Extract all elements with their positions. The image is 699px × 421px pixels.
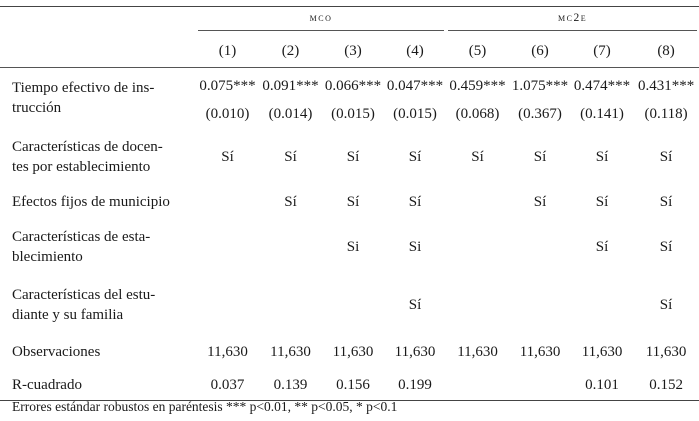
row-label-estudiante: Características del estu- diante y su familia: [12, 287, 156, 323]
table-cell: Sí: [659, 238, 673, 255]
column-number: (2): [259, 35, 322, 68]
column-number: (4): [384, 35, 446, 68]
row-label-tiempo: Tiempo efectivo de ins- trucción: [12, 80, 155, 116]
table-row: [0, 276, 699, 334]
table-cell: 11,630: [645, 343, 687, 360]
table-cell: Sí: [408, 193, 422, 210]
table-cell: [196, 218, 259, 276]
coef-cell: 0.431***: [637, 77, 695, 94]
se-cell: (0.367): [518, 105, 562, 122]
se-cell: (0.118): [644, 105, 688, 122]
table-cell: 11,630: [207, 343, 248, 360]
table-row: [0, 218, 699, 276]
table-cell: Sí: [284, 193, 297, 210]
table-cell: [259, 218, 322, 276]
se-cell: (0.010): [205, 105, 250, 122]
table-cell: [509, 370, 571, 401]
table-cell: Sí: [595, 148, 609, 165]
se-cell: (0.014): [268, 105, 313, 122]
column-number-spacer: [0, 35, 196, 68]
column-number: (7): [571, 35, 633, 68]
header-corner: [0, 7, 196, 36]
column-number-row: [0, 35, 699, 68]
coef-cell: 0.474***: [573, 77, 631, 94]
table-cell: [322, 276, 384, 334]
table-cell: Sí: [533, 148, 547, 165]
column-number: (1): [196, 35, 259, 68]
table-cell: 11,630: [457, 343, 498, 360]
coef-cell: 0.047***: [386, 77, 444, 94]
table-cell: [259, 276, 322, 334]
table-cell: 0.139: [259, 370, 322, 401]
coef-cell: 0.066***: [324, 77, 382, 94]
table-cell: Sí: [659, 296, 673, 313]
table-cell: Sí: [221, 148, 234, 165]
group-header-mc2e: mc2e: [446, 7, 699, 36]
table-cell: 11,630: [332, 343, 374, 360]
column-number: (3): [322, 35, 384, 68]
table-cell: 0.199: [384, 370, 446, 401]
table-row: [0, 370, 699, 401]
table-cell: Sí: [595, 238, 609, 255]
table-cell: [446, 370, 509, 401]
table-cell: [571, 276, 633, 334]
table-cell: [446, 186, 509, 218]
table-cell: [509, 218, 571, 276]
table-row: [0, 334, 699, 370]
column-number: (5): [446, 35, 509, 68]
coef-cell: 0.459***: [449, 77, 506, 94]
row-label-docentes: Características de docen- tes por establecimiento: [12, 139, 163, 175]
table-cell: 0.156: [322, 370, 384, 401]
coef-cell: 0.075***: [199, 77, 256, 94]
se-cell: (0.068): [455, 105, 500, 122]
table-cell: 11,630: [394, 343, 436, 360]
se-cell: (0.015): [393, 105, 437, 122]
table-cell: Si: [408, 238, 422, 255]
column-number: (8): [633, 35, 699, 68]
row-label-r-cuadrado: R-cuadrado: [0, 370, 196, 401]
table-row: [0, 128, 699, 186]
coef-cell: 0.091***: [262, 77, 319, 94]
se-cell: (0.015): [331, 105, 375, 122]
se-cell: (0.141): [580, 105, 624, 122]
table-cell: Sí: [346, 148, 360, 165]
table-row: [0, 186, 699, 218]
table-cell: 0.152: [633, 370, 699, 401]
table-cell: Sí: [659, 148, 673, 165]
table-cell: [446, 276, 509, 334]
table-cell: Sí: [408, 148, 422, 165]
column-number: (6): [509, 35, 571, 68]
table-cell: Si: [346, 238, 360, 255]
table-cell: 0.101: [571, 370, 633, 401]
coef-cell: 1.075***: [511, 77, 569, 94]
table-cell: [196, 186, 259, 218]
regression-table: [0, 6, 699, 401]
table-cell: [446, 218, 509, 276]
table-cell: Sí: [659, 193, 673, 210]
group-header-row: [0, 7, 699, 36]
row-label-municipio: Efectos fijos de municipio: [12, 193, 170, 210]
table-cell: 11,630: [270, 343, 311, 360]
table-footnote: Errores estándar robustos en paréntesis *** p<0.01, ** p<0.05, * p<0.1: [12, 399, 398, 414]
group-header-mco: mco: [196, 7, 446, 36]
table-cell: 11,630: [519, 343, 561, 360]
table-cell: Sí: [533, 193, 547, 210]
table-cell: Sí: [595, 193, 609, 210]
table-cell: [509, 276, 571, 334]
table-cell: Sí: [408, 296, 422, 313]
row-label-observaciones: Observaciones: [12, 343, 101, 360]
table-cell: 0.037: [196, 370, 259, 401]
table-cell: 11,630: [581, 343, 623, 360]
table-row-coefficient: [0, 68, 699, 101]
table-cell: Sí: [471, 148, 484, 165]
table-cell: [196, 276, 259, 334]
table-cell: Sí: [346, 193, 360, 210]
row-label-establecimiento: Características de esta- blecimiento: [12, 229, 151, 265]
table-cell: Sí: [284, 148, 297, 165]
